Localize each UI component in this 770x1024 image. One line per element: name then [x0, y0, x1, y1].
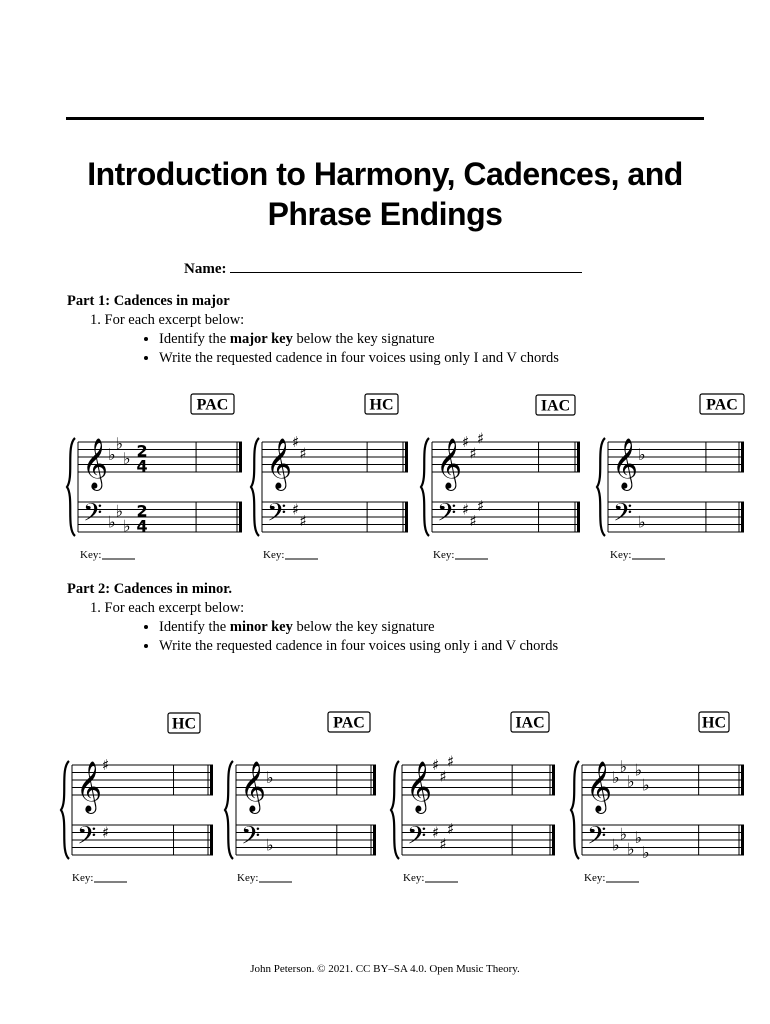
minor-key-answer-3[interactable]	[403, 872, 458, 884]
major-cadence-label-1	[191, 394, 234, 414]
brace	[67, 438, 75, 536]
flat-icon: ♭	[266, 768, 274, 787]
sharp-icon: ♯	[447, 819, 455, 838]
sharp-icon: ♯	[447, 752, 455, 771]
flat-icon: ♭	[108, 445, 116, 464]
major-cadence-label-4	[700, 394, 744, 414]
flat-icon: ♭	[612, 835, 620, 855]
sharp-icon: ♯	[299, 511, 307, 530]
bass-clef-icon: 𝄢	[587, 821, 607, 857]
flat-icon: ♭	[123, 448, 131, 468]
minor-system-3	[391, 712, 555, 884]
treble-clef-icon: 𝄞	[586, 761, 613, 812]
flat-icon: ♭	[266, 835, 274, 855]
svg-text:2: 2	[136, 441, 148, 461]
sharp-icon: ♯	[292, 500, 300, 519]
page-title: Introduction to Harmony, Cadences, and Phrase Endings	[87, 156, 683, 232]
flat-icon: ♭	[115, 501, 124, 521]
bass-clef-icon: 𝄢	[241, 821, 261, 857]
final-barline-thick	[210, 825, 213, 855]
final-barline-thick	[577, 442, 580, 472]
svg-text:HC: HC	[369, 396, 394, 414]
part2-instruction: 1. For each excerpt below:	[90, 600, 245, 616]
svg-text:Key:: Key:	[403, 872, 425, 884]
sharp-icon: ♯	[432, 823, 440, 842]
svg-text:Key:: Key:	[237, 872, 259, 884]
sharp-icon: ♯	[299, 444, 307, 463]
bass-staff	[78, 502, 242, 532]
final-barline-thick	[405, 442, 408, 472]
bass-clef-icon: 𝄢	[407, 821, 427, 857]
treble-clef-icon: 𝄞	[612, 438, 639, 489]
treble-clef-icon: 𝄞	[266, 438, 293, 489]
bass-clef-icon: 𝄢	[83, 498, 103, 534]
svg-text:HC: HC	[172, 715, 196, 733]
final-barline-thick	[741, 765, 744, 795]
treble-clef-icon: 𝄞	[240, 761, 267, 812]
brace	[251, 438, 259, 536]
final-barline-thick	[405, 502, 408, 532]
minor-system-4	[571, 712, 744, 884]
flat-icon: ♭	[619, 756, 628, 776]
footer-credit: John Peterson. © 2021. CC BY–SA 4.0. Open Music Theory.	[250, 963, 520, 975]
brace	[597, 438, 605, 536]
minor-cadence-label-1	[168, 713, 200, 733]
flat-icon: ♭	[638, 512, 646, 532]
svg-text:PAC: PAC	[333, 714, 365, 732]
brace	[61, 761, 69, 859]
minor-cadence-label-3	[511, 712, 549, 732]
sharp-icon: ♯	[102, 756, 110, 774]
major-cadence-label-3	[536, 395, 575, 415]
major-key-answer-2[interactable]	[263, 549, 318, 561]
major-system-4	[597, 394, 744, 561]
part1-bullet-identify: • Identify the major key below the key signature	[159, 330, 559, 349]
sharp-icon: ♯	[477, 496, 485, 515]
time-signature	[137, 441, 148, 475]
flat-icon: ♭	[612, 768, 620, 787]
final-barline-thick	[741, 502, 744, 532]
treble-clef-icon: 𝄞	[82, 438, 109, 489]
flat-icon: ♭	[123, 516, 131, 536]
sharp-icon: ♯	[462, 500, 470, 519]
part2-heading: Part 2: Cadences in minor.	[67, 581, 232, 597]
part2-bullet-identify: • Identify the minor key below the key signature	[159, 618, 558, 637]
svg-text:Key:: Key:	[80, 549, 102, 561]
final-barline-thick	[239, 442, 242, 472]
bass-clef-icon: 𝄢	[437, 498, 457, 534]
minor-key-answer-4[interactable]	[584, 872, 639, 884]
flat-icon: ♭	[619, 824, 628, 844]
treble-clef-icon: 𝄞	[76, 761, 103, 812]
brace	[421, 438, 429, 536]
sharp-icon: ♯	[462, 433, 470, 451]
major-system-2	[251, 394, 408, 561]
flat-icon: ♭	[634, 828, 643, 847]
brace	[391, 761, 399, 859]
time-signature	[137, 501, 148, 535]
sharp-icon: ♯	[102, 823, 110, 842]
bass-clef-icon: 𝄢	[267, 498, 287, 534]
major-key-answer-4[interactable]	[610, 549, 665, 561]
sharp-icon: ♯	[292, 433, 300, 451]
brace	[225, 761, 233, 859]
minor-key-answer-2[interactable]	[237, 872, 292, 884]
svg-text:4: 4	[136, 456, 148, 476]
minor-cadence-label-4	[699, 712, 729, 732]
minor-cadence-label-2	[328, 712, 370, 732]
svg-text:IAC: IAC	[540, 397, 571, 415]
major-key-answer-3[interactable]	[433, 549, 488, 561]
sharp-icon: ♯	[469, 444, 477, 463]
flat-icon: ♭	[627, 771, 635, 791]
sharp-icon: ♯	[469, 511, 477, 530]
sharp-icon: ♯	[432, 756, 440, 774]
part1-bullet-write: • Write the requested cadence in four voices using only I and V chords	[159, 349, 559, 368]
final-barline-thick	[239, 502, 242, 532]
svg-text:Key:: Key:	[610, 549, 632, 561]
minor-key-answer-1[interactable]	[72, 872, 127, 884]
treble-clef-icon: 𝄞	[436, 438, 463, 489]
flat-icon: ♭	[638, 445, 646, 464]
sharp-icon: ♯	[439, 834, 447, 853]
major-cadence-label-2	[365, 394, 398, 414]
sharp-icon: ♯	[439, 767, 447, 786]
final-barline-thick	[373, 765, 376, 795]
brace	[571, 761, 579, 859]
svg-text:Key:: Key:	[433, 549, 455, 561]
final-barline-thick	[741, 442, 744, 472]
final-barline-thick	[577, 502, 580, 532]
minor-system-1	[61, 713, 213, 884]
major-system-3	[421, 395, 580, 561]
final-barline-thick	[552, 765, 555, 795]
svg-text:2: 2	[136, 501, 148, 521]
final-barline-thick	[210, 765, 213, 795]
svg-text:PAC: PAC	[706, 396, 738, 414]
minor-system-2	[225, 712, 376, 884]
bass-clef-icon: 𝄢	[77, 821, 97, 857]
name-label: Name:	[184, 261, 227, 277]
flat-icon: ♭	[627, 839, 635, 859]
svg-text:Key:: Key:	[72, 872, 94, 884]
sharp-icon: ♯	[477, 429, 485, 448]
final-barline-thick	[741, 825, 744, 855]
part2-bullet-write: • Write the requested cadence in four voices using only i and V chords	[159, 637, 558, 656]
bass-staff	[582, 825, 744, 855]
svg-text:IAC: IAC	[515, 714, 545, 732]
treble-clef-icon: 𝄞	[406, 761, 433, 812]
svg-text:4: 4	[136, 516, 148, 536]
major-system-1	[67, 394, 242, 561]
major-key-answer-1[interactable]	[80, 549, 135, 561]
final-barline-thick	[552, 825, 555, 855]
part1-heading: Part 1: Cadences in major	[67, 293, 230, 309]
final-barline-thick	[373, 825, 376, 855]
bass-clef-icon: 𝄢	[613, 498, 633, 534]
part1-instruction: 1. For each excerpt below:	[90, 312, 245, 328]
flat-icon: ♭	[634, 760, 643, 780]
flat-icon: ♭	[115, 433, 124, 453]
flat-icon: ♭	[108, 512, 116, 532]
svg-text:HC: HC	[702, 714, 726, 732]
svg-text:PAC: PAC	[196, 396, 229, 414]
svg-text:Key:: Key:	[584, 872, 606, 884]
flat-icon: ♭	[642, 843, 650, 862]
flat-icon: ♭	[642, 775, 650, 795]
svg-text:Key:: Key:	[263, 549, 285, 561]
